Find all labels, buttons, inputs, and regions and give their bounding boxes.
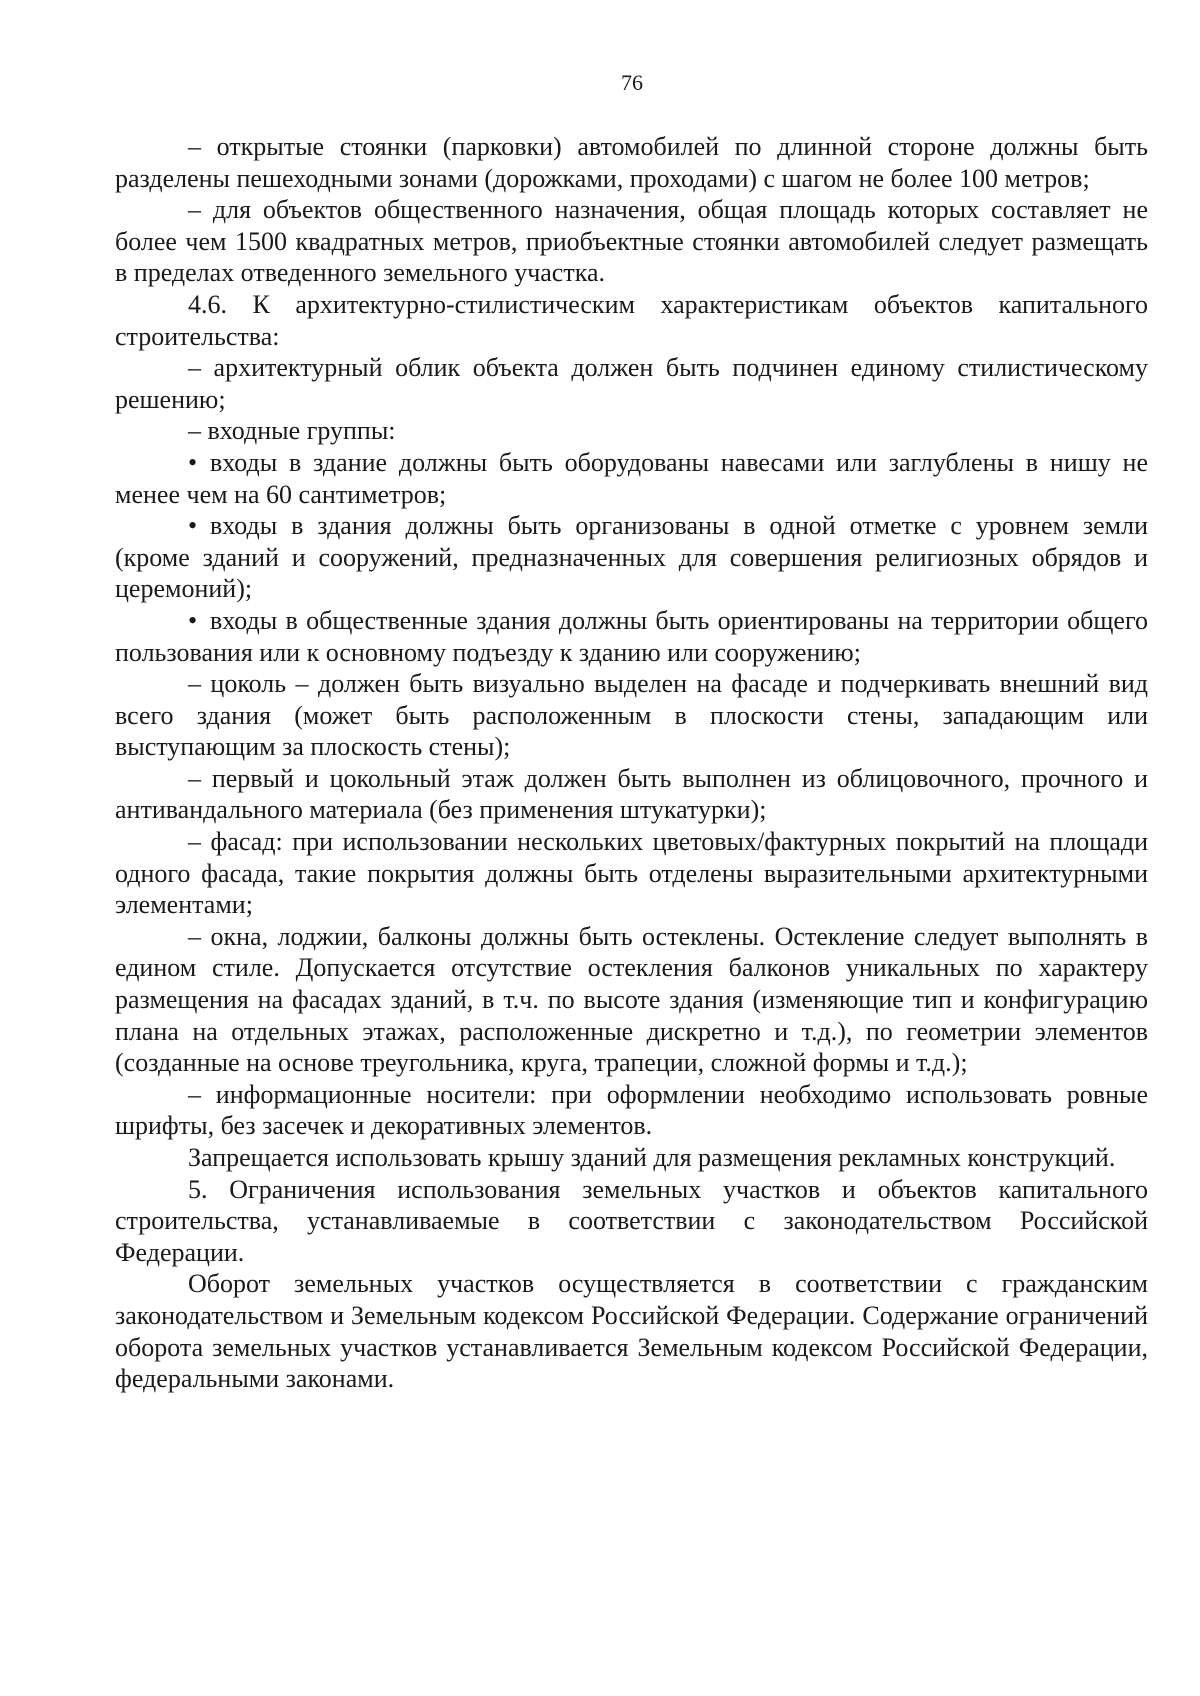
bullet-icon: •: [188, 511, 198, 541]
paragraph: Оборот земельных участков осуществляется в соответствии с гражданским законодательством и Земельным кодексом Российской Федерации. Содержание ограничений оборота земельных участков устанавливается Земельным кодексом Российской Федерации, федеральными законами.: [115, 1269, 1148, 1394]
paragraph: Запрещается использовать крышу зданий для размещения рекламных конструкций.: [188, 1143, 1116, 1172]
paragraph: – архитектурный облик объекта должен быть подчинен единому стилистическому решению;: [115, 353, 1148, 414]
bullet-icon: •: [188, 605, 198, 635]
paragraph: – входные группы:: [188, 416, 396, 446]
bullet-icon: •: [188, 447, 198, 477]
paragraph: – открытые стоянки (парковки) автомобилей по длинной стороне должны быть разделены пешеходными зонами (дорожками, проходами) с шагом не более 100 метров;: [115, 132, 1148, 193]
document-body: [115, 131, 1148, 1395]
paragraph: – для объектов общественного назначения, общая площадь которых составляет не более чем 1500 квадратных метров, приобъектные стоянки автомобилей следует размещать в пределах отведенного земельного участка.: [115, 195, 1148, 288]
section-heading: 5. Ограничения использования земельных участков и объектов капитального строительства, устанавливаемые в соответствии с законодательством Российской Федерации.: [115, 1174, 1148, 1267]
paragraph: – первый и цокольный этаж должен быть выполнен из облицовочного, прочного и антивандального материала (без применения штукатурки);: [115, 763, 1148, 825]
bullet-item: • входы в здания должны быть организованы в одной отметке с уровнем земли (кроме зданий и сооружений, предназначенных для совершения религиозных обрядов и церемоний);: [115, 511, 1148, 604]
paragraph: – фасад: при использовании нескольких цветовых/фактурных покрытий на площади одного фасада, такие покрытия должны быть отделены выразительными архитектурными элементами;: [115, 827, 1148, 920]
paragraph: – окна, лоджии, балконы должны быть остеклены. Остекление следует выполнять в едином стиле. Допускается отсутствие остекления балконов уникальных по характеру размещения на фасадах зданий, в т.ч. по высоте здания (изменяющие тип и конфигурацию плана на отдельных этажах, расположенные дискретно и т.д.), по геометрии элементов (созданные на основе треугольника, круга, трапеции, сложной формы и т.д.);: [115, 921, 1148, 1078]
section-heading: 4.6. К архитектурно-стилистическим характеристикам объектов капитального строительства:: [115, 289, 1148, 351]
bullet-item: • входы в здание должны быть оборудованы навесами или заглублены в нишу не менее чем на 60 сантиметров;: [115, 447, 1148, 509]
paragraph: – информационные носители: при оформлении необходимо использовать ровные шрифты, без засечек и декоративных элементов.: [115, 1079, 1148, 1141]
page-number: 76: [621, 70, 643, 95]
paragraph: – цоколь – должен быть визуально выделен на фасаде и подчеркивать внешний вид всего здания (может быть расположенным в плоскости стены, западающим или выступающим за плоскость стены);: [115, 669, 1148, 762]
bullet-item: • входы в общественные здания должны быть ориентированы на территории общего пользования или к основному подъезду к зданию или сооружению;: [115, 605, 1148, 667]
